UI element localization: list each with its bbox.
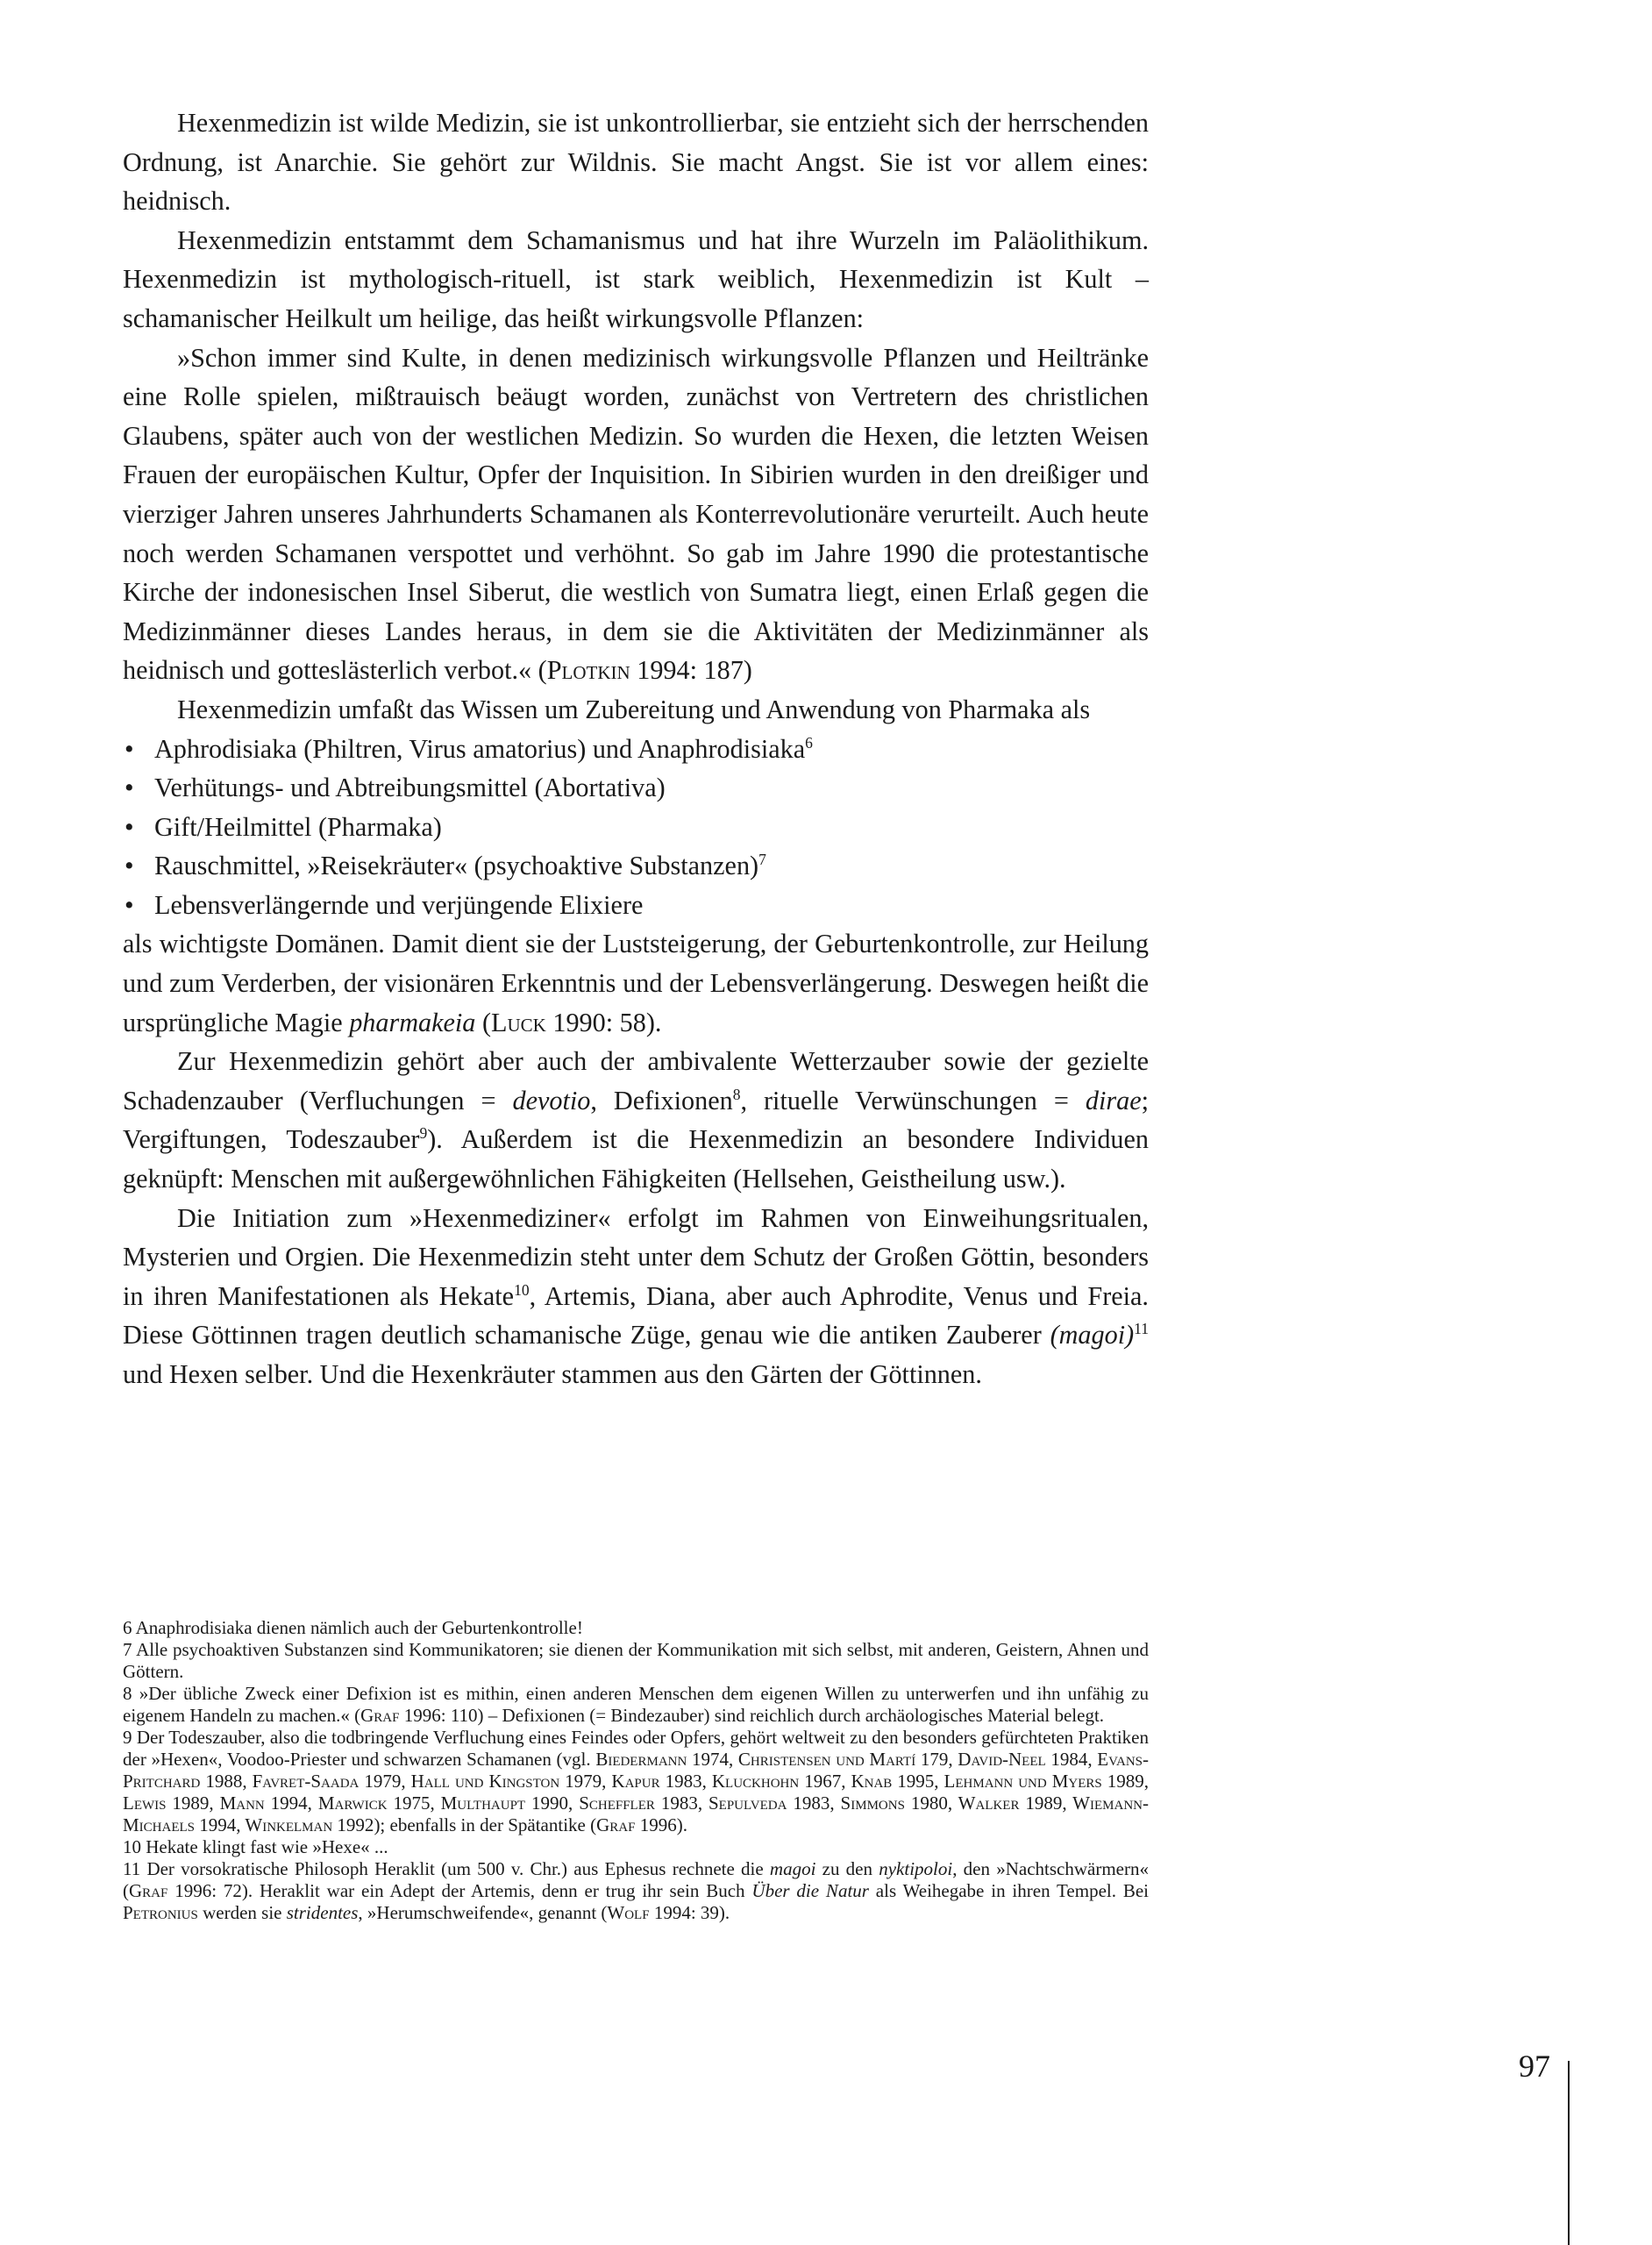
paragraph-7 bbox=[123, 1199, 1149, 1394]
main-text bbox=[123, 103, 1149, 1394]
text-span: ; Vergiftungen, Todeszauber bbox=[123, 1085, 1149, 1155]
italic-term: magoi bbox=[769, 1858, 816, 1879]
text-span: als wichtigste Domänen. Damit dient sie der Luststeigerung, der Geburtenkontrolle, zur Heilung und zum Verderben, der visionären Erkenntnis und der Lebensverlängerung. Deswegen heißt die ursprüngliche Magie bbox=[123, 929, 1149, 1037]
text-span: 1990: 58). bbox=[545, 1007, 662, 1037]
list-item bbox=[123, 846, 1149, 886]
italic-term: nyktipoloi bbox=[879, 1858, 953, 1879]
text-span: ). Außerdem ist die Hexenmedizin an besondere Individuen geknüpft: Menschen mit außergewöhnlichen Fähigkeiten (Hellsehen, Geistheilung usw.). bbox=[123, 1124, 1149, 1194]
text-span: werden sie bbox=[197, 1902, 287, 1923]
list-item bbox=[123, 886, 1149, 925]
list-item-text: Lebensverlängernde und verjüngende Elixiere bbox=[154, 889, 644, 920]
list-item-text: Verhütungs- und Abtreibungsmittel (Abortativa) bbox=[154, 773, 666, 803]
citation-author: Wolf bbox=[607, 1902, 650, 1923]
footnote-7: 7 Alle psychoaktiven Substanzen sind Kommunikatoren; sie dienen der Kommunikation mit sich selbst, mit anderen, Geistern, Ahnen und Göttern. bbox=[123, 1639, 1149, 1682]
text-span: 1996: 72). Heraklit war ein Adept der Artemis, denn er trug ihr sein Buch bbox=[167, 1880, 752, 1901]
text-span: , den »Nachtschwärmern« ( bbox=[123, 1858, 1149, 1901]
citation-author: Plotkin bbox=[546, 655, 630, 686]
paragraph-6 bbox=[123, 1042, 1149, 1198]
italic-term: pharmakeia bbox=[349, 1007, 476, 1037]
footnote-10: 10 Hekate klingt fast wie »Hexe« ... bbox=[123, 1836, 388, 1857]
footnote-ref[interactable]: 9 bbox=[419, 1124, 428, 1143]
text-span: , rituelle Verwünschungen = bbox=[740, 1085, 1086, 1115]
citation-rest: 1994: 187) bbox=[630, 655, 752, 686]
footnote-ref[interactable]: 6 bbox=[805, 733, 813, 752]
book-title: Über die Natur bbox=[751, 1880, 869, 1901]
paragraph-5 bbox=[123, 924, 1149, 1042]
footnote-ref[interactable]: 10 bbox=[514, 1280, 530, 1299]
citation-author: Petronius bbox=[123, 1902, 198, 1923]
page-edge-rule bbox=[1568, 2061, 1570, 2245]
text-span: ( bbox=[475, 1007, 492, 1037]
list-item bbox=[123, 730, 1149, 769]
text-span: Zur Hexenmedizin gehört aber auch der ambivalente Wetterzauber sowie der gezielte Schadenzauber (Verfluchungen = bbox=[123, 1046, 1149, 1115]
text-span: , Defixionen bbox=[590, 1085, 733, 1115]
text-span: , Artemis, Diana, aber auch Aphrodite, Venus und Freia. Diese Göttinnen tragen deutlich schamanische Züge, genau wie die antiken Zauberer bbox=[123, 1280, 1149, 1351]
bullet-icon: • bbox=[125, 889, 134, 920]
italic-term: (magoi) bbox=[1050, 1320, 1135, 1351]
paragraph-2: Hexenmedizin entstammt dem Schamanismus und hat ihre Wurzeln im Paläolithikum. Hexenmedizin ist mythologisch-rituell, ist stark weiblich, Hexenmedizin ist Kult – schamanischer Heilkult um heilige, das heißt wirkungsvolle Pflanzen: bbox=[123, 224, 1149, 333]
text-span: 1994: 39). bbox=[649, 1902, 730, 1923]
footnotes bbox=[123, 1617, 1149, 1924]
bullet-icon: • bbox=[125, 733, 134, 764]
footnote-ref[interactable]: 11 bbox=[1134, 1320, 1149, 1338]
text-span: 1996: 110) – Defixionen (= Bindezauber) sind reichlich durch archäologisches Material belegt. bbox=[399, 1705, 1105, 1726]
citation-list: Biedermann 1974, Christensen und Martí 179, David-Neel 1984, Evans-Pritchard 1988, Favret-Saada 1979, Hall und Kingston 1979, Kapur 1983, Kluckhohn 1967, Knab 1995, Lehmann und Myers 1989, Lewis 1989, Mann 1994, Marwick 1975, Multhaupt 1990, Scheffler 1983, Sepulveda 1983, Simmons 1980, Walker 1989, Wiemann-Michaels 1994, Winkelman 1992 bbox=[123, 1749, 1149, 1835]
bullet-icon: • bbox=[125, 773, 134, 803]
list-item bbox=[123, 808, 1149, 847]
text-span: Die Initiation zum »Hexenmediziner« erfolgt im Rahmen von Einweihungsritualen, Mysterien und Orgien. Die Hexenmedizin steht unter dem Schutz der Großen Göttin, besonders in ihren Manifestationen als Hekate bbox=[123, 1202, 1149, 1311]
text-span: 8 »Der übliche Zweck einer Defixion ist es mithin, einen anderen Menschen dem eigenen Willen zu unterwerfen und ihn unfähig zu eigenem Handeln zu machen.« ( bbox=[123, 1683, 1149, 1726]
italic-term: stridentes bbox=[286, 1902, 359, 1923]
bullet-icon: • bbox=[125, 851, 134, 881]
footnote-ref[interactable]: 8 bbox=[732, 1085, 741, 1103]
domain-list bbox=[123, 730, 1149, 925]
list-item-text: Aphrodisiaka (Philtren, Virus amatorius) und Anaphrodisiaka bbox=[154, 733, 806, 764]
bullet-icon: • bbox=[125, 811, 134, 842]
text-span: 1996). bbox=[635, 1814, 687, 1835]
citation-author: Graf bbox=[360, 1705, 400, 1726]
citation-author: Luck bbox=[491, 1007, 546, 1037]
text-span: zu den bbox=[815, 1858, 879, 1879]
paragraph-1: Hexenmedizin ist wilde Medizin, sie ist unkontrollierbar, sie entzieht sich der herrschenden Ordnung, ist Anarchie. Sie gehört zur Wildnis. Sie macht Angst. Sie ist vor allem eines: heidnisch. bbox=[123, 108, 1149, 217]
text-span: , »Herumschweifende«, genannt ( bbox=[358, 1902, 608, 1923]
footnote-ref[interactable]: 7 bbox=[758, 851, 766, 869]
list-item-text: Gift/Heilmittel (Pharmaka) bbox=[154, 811, 442, 842]
quote-paragraph bbox=[123, 339, 1149, 690]
page-number: 97 bbox=[1519, 2049, 1550, 2084]
citation-author: Graf bbox=[129, 1880, 168, 1901]
text-span: und Hexen selber. Und die Hexenkräuter stammen aus den Gärten der Göttinnen. bbox=[123, 1359, 982, 1389]
text-span: 11 Der vorsokratische Philosoph Heraklit (um 500 v. Chr.) aus Ephesus rechnete die bbox=[123, 1858, 770, 1879]
citation-author: Graf bbox=[596, 1814, 636, 1835]
footnote-6: 6 Anaphrodisiaka dienen nämlich auch der Geburtenkontrolle! bbox=[123, 1617, 583, 1638]
footnote-9 bbox=[123, 1727, 1149, 1836]
italic-term: dirae bbox=[1085, 1085, 1142, 1115]
list-item-text: Rauschmittel, »Reisekräuter« (psychoaktive Substanzen) bbox=[154, 851, 759, 881]
list-item bbox=[123, 768, 1149, 808]
footnote-11 bbox=[123, 1858, 1149, 1924]
italic-term: devotio bbox=[512, 1085, 591, 1115]
text-span: ); ebenfalls in der Spätantike ( bbox=[374, 1814, 597, 1835]
text-span: 9 Der Todeszauber, also die todbringende Verfluchung eines Feindes oder Opfers, gehört weltweit zu den besonders gefürchteten Praktiken der »Hexen«, Voodoo-Priester und schwarzen Schamanen (vgl. bbox=[123, 1727, 1149, 1770]
quote-text: »Schon immer sind Kulte, in denen medizinisch wirkungsvolle Pflanzen und Heiltränke eine Rolle spielen, mißtrauisch beäugt worden, zunächst von Vertretern des christlichen Glaubens, später auch von der westlichen Medizin. So wurden die Hexen, die letzten Weisen Frauen der europäischen Kultur, Opfer der Inquisition. In Sibirien wurden in den dreißiger und vierziger Jahren unseres Jahrhunderts Schamanen als Konterrevolutionäre verurteilt. Auch heute noch werden Schamanen verspottet und verhöhnt. So gab im Jahre 1990 die protestantische Kirche der indonesischen Insel Siberut, die westlich von Sumatra liegt, einen Erlaß gegen die Medizinmänner dieses Landes heraus, in dem sie die Aktivitäten der Medizinmänner als heidnisch und gotteslästerlich verbot.« ( bbox=[123, 342, 1149, 686]
text-span: als Weihegabe in ihren Tempel. Bei bbox=[868, 1880, 1149, 1901]
paragraph-4: Hexenmedizin umfaßt das Wissen um Zubereitung und Anwendung von Pharmaka als bbox=[177, 694, 1091, 724]
footnote-8 bbox=[123, 1683, 1149, 1727]
